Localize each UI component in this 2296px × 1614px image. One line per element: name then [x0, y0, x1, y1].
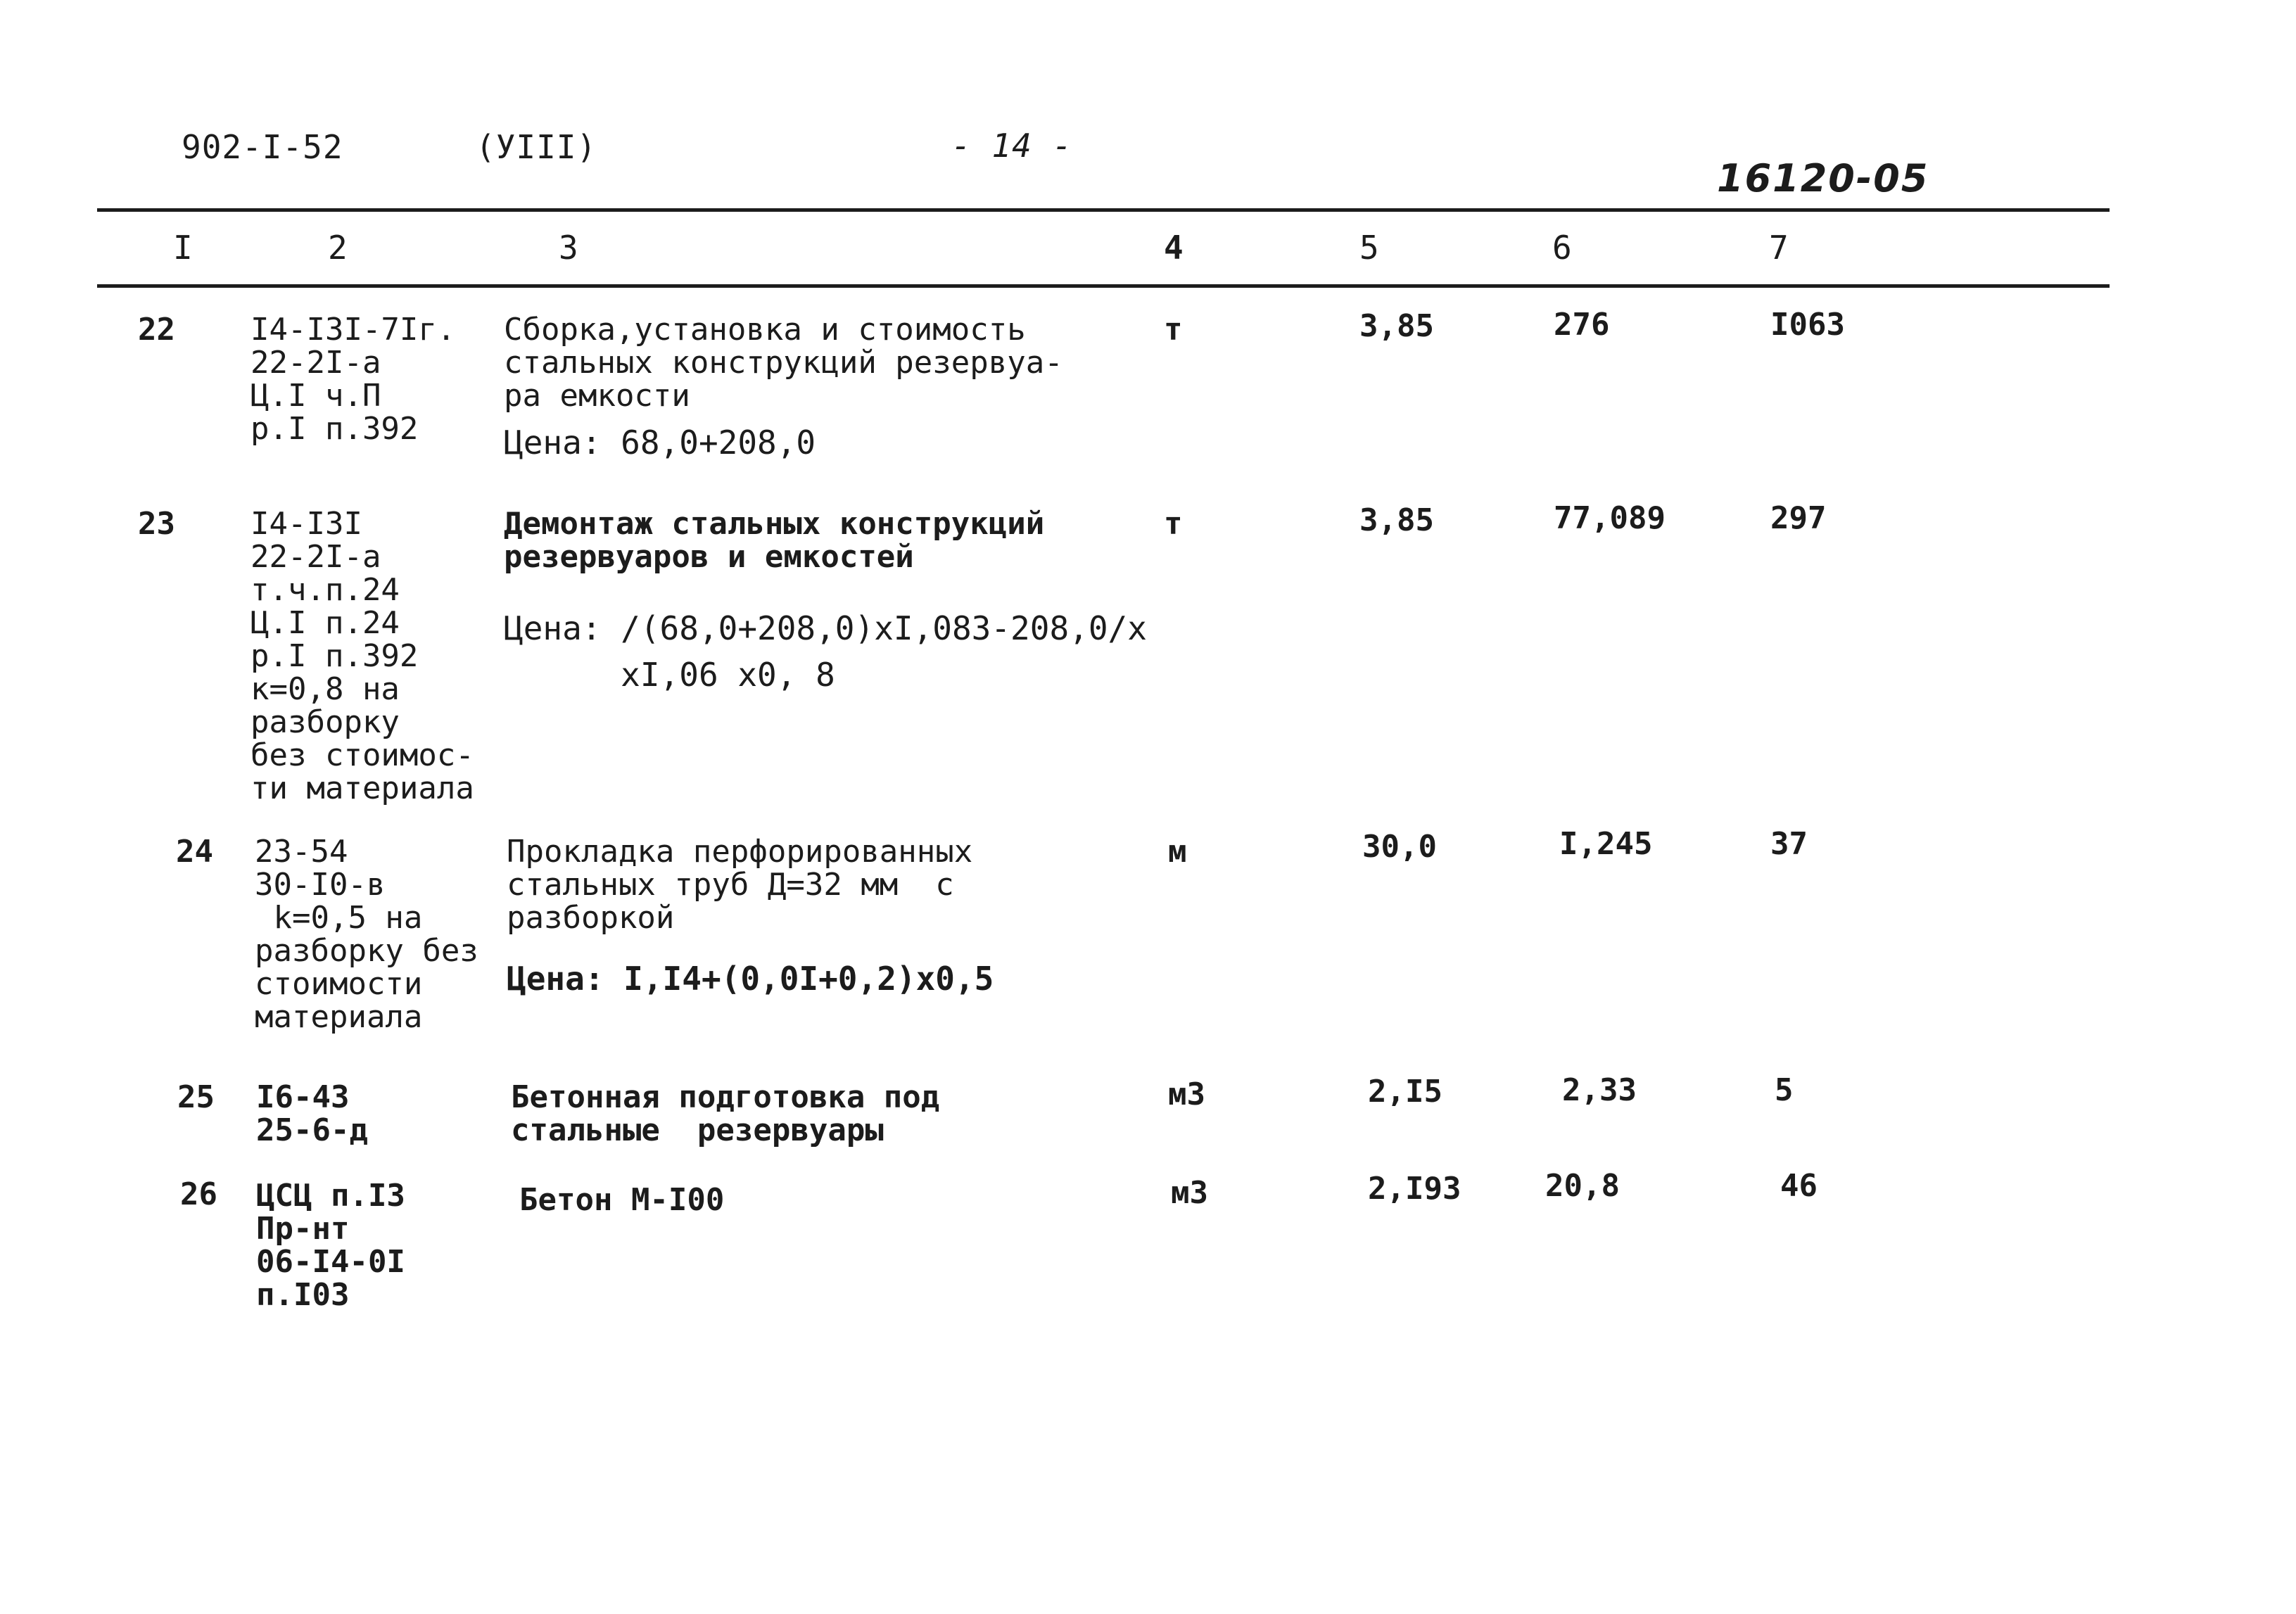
row-23-reference: I4-I3I 22-2I-а т.ч.п.24 Ц.I п.24 р.I п.392 к=0,8 на разборку без стоимос- ти материала: [250, 506, 474, 806]
table-top-rule: [97, 208, 2110, 212]
row-26-number: 26: [180, 1176, 217, 1212]
column-header-1: I: [173, 229, 193, 267]
column-header-4: 4: [1164, 229, 1184, 267]
row-26-reference: ЦСЦ п.I3 Пр-нт 06-I4-0I п.I03: [256, 1178, 405, 1313]
page-number: - 14 -: [951, 127, 1073, 165]
row-24-unit: м: [1168, 834, 1187, 870]
row-25-unit-cost: 2,33: [1562, 1072, 1637, 1108]
row-22-total: I063: [1770, 307, 1845, 343]
row-25-total: 5: [1775, 1072, 1794, 1108]
row-26-description: Бетон М-I00: [519, 1182, 725, 1218]
table-header-rule: [97, 284, 2110, 288]
row-24-price: Цена: I,I4+(0,0I+0,2)x0,5: [507, 960, 994, 998]
row-26-total: 46: [1780, 1168, 1818, 1204]
row-23-description: Демонтаж стальных конструкций резервуаров и емкостей: [504, 506, 1045, 575]
document-mark: (УIII): [476, 128, 597, 166]
row-25-number: 25: [177, 1079, 215, 1115]
row-24-quantity: 30,0: [1362, 829, 1437, 865]
row-26-unit-cost: 20,8: [1545, 1168, 1620, 1204]
row-22-unit-cost: 276: [1554, 307, 1610, 343]
column-header-6: 6: [1552, 229, 1572, 267]
row-25-unit: м3: [1168, 1076, 1205, 1112]
row-25-description: Бетонная подготовка под стальные резервуары: [511, 1079, 940, 1148]
row-22-reference: I4-I3I-7Iг. 22-2I-а Ц.I ч.П р.I п.392: [250, 312, 456, 447]
row-22-quantity: 3,85: [1359, 308, 1434, 344]
column-header-7: 7: [1769, 229, 1789, 267]
row-22-number: 22: [138, 312, 175, 348]
row-23-unit: т: [1164, 506, 1183, 542]
column-header-2: 2: [328, 229, 348, 267]
row-22-description: Сборка,установка и стоимость стальных конструкций резервуа- ра емкости: [504, 312, 1063, 414]
row-24-unit-cost: I,245: [1559, 826, 1653, 862]
row-23-total: 297: [1770, 500, 1827, 536]
row-25-quantity: 2,I5: [1368, 1074, 1442, 1110]
column-header-5: 5: [1359, 229, 1379, 267]
handwritten-document-number: 16120-05: [1717, 156, 1929, 201]
row-25-reference: I6-43 25-6-д: [256, 1079, 368, 1148]
row-22-price: Цена: 68,0+208,0: [504, 424, 816, 462]
row-23-number: 23: [138, 506, 175, 542]
row-24-total: 37: [1770, 826, 1808, 862]
row-24-description: Прокладка перфорированных стальных труб Д=32 мм с разборкой: [507, 834, 973, 936]
column-header-3: 3: [559, 229, 578, 267]
row-26-unit: м3: [1171, 1175, 1208, 1211]
row-23-price: Цена: /(68,0+208,0)xI,083-208,0/x xI,06 x0, 8: [504, 609, 1147, 694]
row-23-quantity: 3,85: [1359, 502, 1434, 538]
row-22-unit: т: [1164, 312, 1183, 348]
row-26-quantity: 2,I93: [1368, 1171, 1461, 1207]
row-24-reference: 23-54 30-I0-в k=0,5 на разборку без стоимости материала: [255, 834, 478, 1035]
row-24-number: 24: [176, 834, 213, 870]
row-23-unit-cost: 77,089: [1554, 500, 1666, 536]
document-code: 902-I-52: [182, 128, 343, 166]
